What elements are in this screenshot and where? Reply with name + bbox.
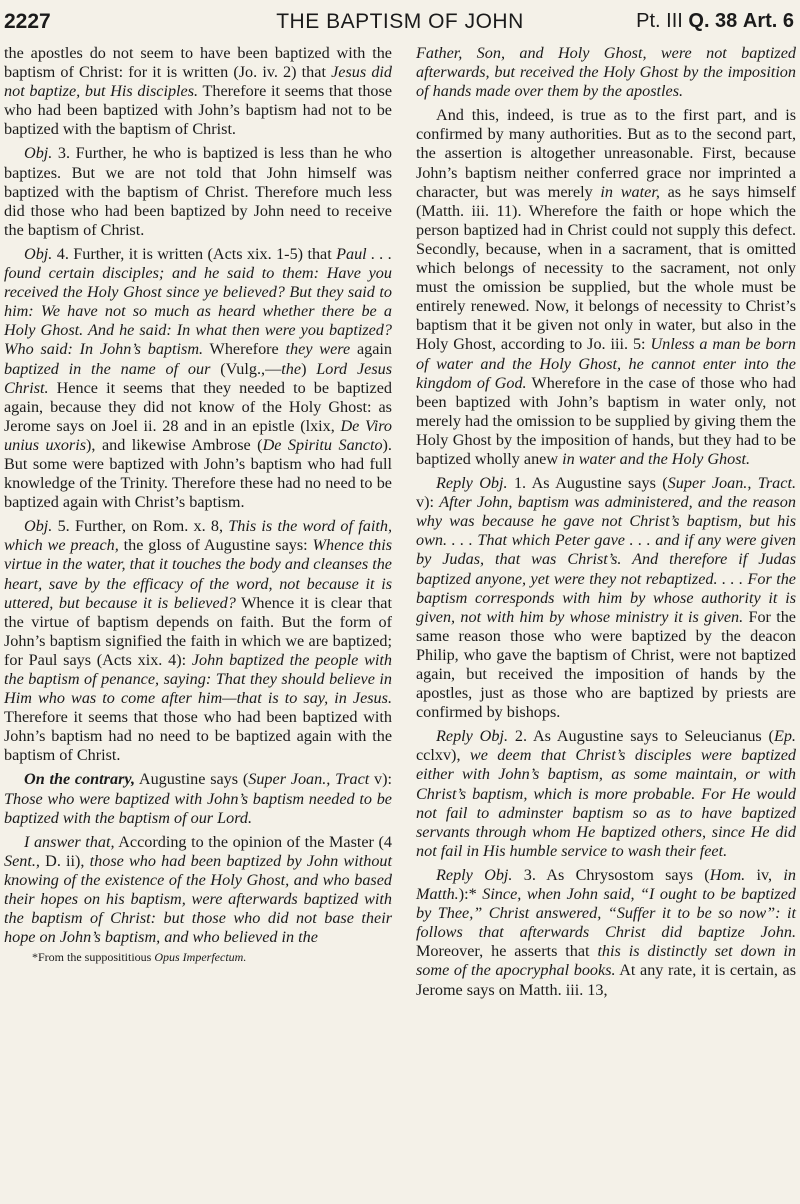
ref-article: Art. 6 (742, 10, 794, 32)
running-header (0, 0, 800, 44)
paragraph: Obj. 3. Further, he who is baptized is less than he who baptizes. But we are not told that John himself was baptized with the baptism of Christ. Therefore much less did those who had been baptized by John need to receive the baptism of Christ. (4, 144, 392, 239)
paragraph: the apostles do not seem to have been baptized with the baptism of Christ: for it is written (Jo. iv. 2) that Jesus did not baptize, but His disciples. Therefore it seems that those who had been baptized with John’s baptism had not to be baptized with the baptism of Christ. (4, 44, 393, 139)
paragraph: Reply Obj. 1. As Augustine says (Super Joan., Tract. v): After John, baptism was administered, and the reason why was because he gave not Christ’s baptism, but his own. . . . That which Peter gave . . . and if any were given by Judas, that was Christ’s. And therefore if Judas baptized anyone, yet were they not rebaptized. . . . For the baptism corresponds with him by whose authority it is given, not with him by whose ministry it is given. For the same reason those who were baptized by the deacon Philip, who gave the baptism of Christ, were not baptized again, but received the imposition of hands by the apostles, just as those who are baptized by priests are confirmed by bishops. (416, 474, 797, 722)
ref-question: Q. 38 (688, 10, 738, 32)
paragraph: And this, indeed, is true as to the first part, and is confirmed by many authorities. But as to the second part, the assertion is altogether unreasonable. First, because John’s baptism neither conferred grace nor imprinted a character, but was merely in water, as he says himself (Matth. iii. 11). Wherefore the faith or hope which the person baptized had in Christ could not supply this defect. Secondly, because, when in a sacrament, that is omitted which belongs of necessity to the sacrament, not only must the omission be supplied, but the whole must be entirely renewed. Now, it belongs of necessity to Christ’s baptism that it be given not only in water, but also in the Holy Ghost, according to Jo. iii. 5: Unless a man be born of water and the Holy Ghost, he cannot enter into the kingdom of God. Wherefore in the case of those who had been baptized with John’s baptism in water only, not merely had the omission to be supplied by giving them the Holy Ghost by the imposition of hands, but they had to be baptized wholly anew in water and the Holy Ghost. (416, 106, 796, 468)
paragraph: Reply Obj. 3. As Chrysostom says (Hom. iv, in Matth.):* Since, when John said, “I ought to be baptized by Thee,” Christ answered, “Suffer it to be so now”: it follows that afterwards Christ did baptize John. Moreover, he asserts that this is distinctly set down in some of the apocryphal books. At any rate, it is certain, as Jerome says on Matth. iii. 13, (416, 865, 797, 999)
section-reference (636, 10, 794, 33)
paragraph: Reply Obj. 2. As Augustine says to Seleucianus (Ep. cclxv), we deem that Christ’s disciples were baptized either with John’s baptism, as some maintain, or with Christ’s baptism, which is more probable. For He would not fail to adminster baptism so as to have baptized servants through whom He baptized others, since He did not fail in His humble service to wash their feet. (416, 727, 796, 860)
page-number: 2227 (4, 10, 51, 33)
right-column (416, 44, 796, 1005)
paragraph: Obj. 5. Further, on Rom. x. 8, This is the word of faith, which we preach, the gloss of Augustine says: Whence this virtue in the water, that it touches the body and cleanses the heart, save by the efficacy of the word, not because it is uttered, but because it is believed? Whence it is clear that the virtue of baptism depends on faith. But the form of John’s baptism signified the faith in which we are baptized; for Paul says (Acts xix. 4): John baptized the people with the baptism of penance, saying: That they should believe in Him who was to come after him—that is to say, in Jesus. Therefore it seems that those who had been baptized with John’s baptism had no need to be baptized again with the baptism of Christ. (4, 517, 393, 765)
paragraph: On the contrary, Augustine says (Super Joan., Tract v): Those who were baptized with John’s baptism needed to be baptized with the baptism of our Lord. (4, 770, 393, 827)
page-title: THE BAPTISM OF JOHN (276, 10, 524, 33)
paragraph: Father, Son, and Holy Ghost, were not baptized afterwards, but received the Holy Ghost by the imposition of hands made over them by the apostles. (416, 44, 796, 101)
ref-part: Pt. III (636, 10, 683, 32)
paragraph: I answer that, According to the opinion of the Master (4 Sent., D. ii), those who had been baptized by John without knowing of the existence of the Holy Ghost, and who based their hopes on his baptism, were afterwards baptized with the baptism of Christ: but those who did not base their hope on John’s baptism, and who believed in the (4, 832, 392, 947)
paragraph: Obj. 4. Further, it is written (Acts xix. 1-5) that Paul . . . found certain disciples; and he said to them: Have you received the Holy Ghost since ye believed? But they said to him: We have not so much as heard whether there be a Holy Ghost. And he said: In what then were you baptized? Who said: In John’s baptism. Wherefore they were again baptized in the name of our (Vulg.,—the) Lord Jesus Christ. Hence it seems that they needed to be baptized again, because they did not know of the Holy Ghost: as Jerome says on Joel ii. 28 and in an epistle (lxix, De Viro unius uxoris), and likewise Ambrose (De Spiritu Sancto). But some were baptized with John’s baptism who had full knowledge of the Trinity. Therefore these had no need to be baptized again with Christ’s baptism. (4, 244, 393, 512)
left-column (4, 44, 392, 965)
footnote: *From the supposititious Opus Imperfectum. (32, 950, 247, 965)
